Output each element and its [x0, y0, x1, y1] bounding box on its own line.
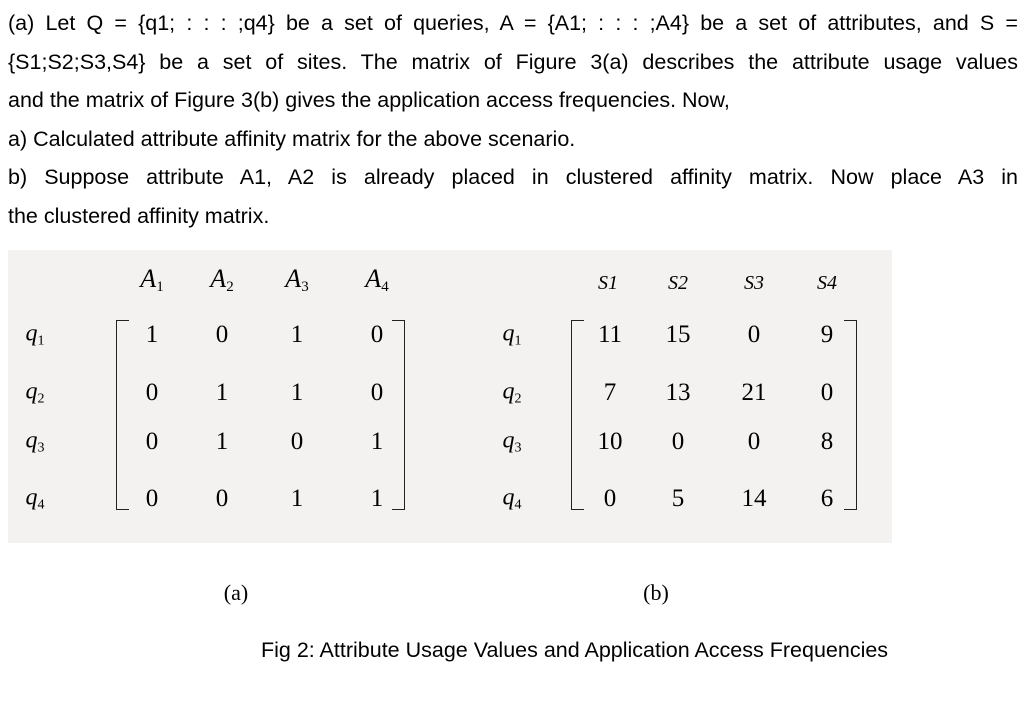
matrix-cell: 8 — [820, 428, 834, 455]
matrix-cell: 1 — [215, 379, 229, 406]
matrix-cell: 1 — [290, 321, 304, 348]
column-header: S3 — [744, 272, 764, 294]
matrix-cell: 0 — [370, 379, 384, 406]
matrix-cell: 0 — [145, 485, 159, 512]
question-line: b) Suppose attribute A1, A2 is already placed in clustered affinity matrix. Now place A3 in — [8, 165, 1018, 189]
question-text — [8, 4, 1018, 235]
question-line: the clustered affinity matrix. — [8, 203, 270, 228]
matrix-cell: 0 — [747, 428, 761, 455]
matrix-cell: 21 — [741, 379, 767, 406]
left-bracket — [571, 320, 584, 510]
matrix-cell: 5 — [671, 485, 685, 512]
column-header: $A_2$ — [210, 264, 234, 295]
matrix-cell: 0 — [671, 428, 685, 455]
matrix-cell: 0 — [145, 428, 159, 455]
question-line: and the matrix of Figure 3(b) gives the application access frequencies. Now, — [8, 88, 730, 112]
right-bracket — [392, 320, 405, 510]
left-bracket — [116, 320, 129, 510]
matrix-cell: 0 — [215, 321, 229, 348]
matrix-cell: 1 — [290, 379, 304, 406]
row-label: $q_2$ — [25, 378, 45, 407]
matrix-cell: 7 — [603, 379, 617, 406]
column-header: $A_1$ — [140, 264, 164, 295]
column-header: S1 — [598, 272, 618, 294]
matrix-cell: 0 — [290, 428, 304, 455]
matrix-cell: 1 — [370, 485, 384, 512]
matrix-cell: 0 — [747, 321, 761, 348]
column-header: $A_4$ — [365, 264, 389, 295]
matrix-cell: 15 — [665, 321, 691, 348]
matrix-cell: 1 — [145, 321, 159, 348]
row-label: $q_4$ — [502, 484, 522, 513]
question-line: {S1;S2;S3,S4} be a set of sites. The matrix of Figure 3(a) describes the attribute usage values — [8, 49, 1018, 74]
column-header: S4 — [817, 272, 837, 294]
row-label: $q_1$ — [25, 320, 45, 349]
subfigure-label-a: (a) — [223, 580, 249, 605]
question-line: (a) Let Q = {q1; : : : ;q4} be a set of queries, A = {A1; : : : ;A4} be a set of attributes, and S = — [8, 11, 1018, 35]
matrix-cell: 9 — [820, 321, 834, 348]
matrix-cell: 10 — [597, 428, 623, 455]
row-label: $q_3$ — [502, 427, 522, 456]
question-line: a) Calculated attribute affinity matrix for the above scenario. — [8, 126, 576, 151]
matrix-cell: 6 — [820, 485, 834, 512]
matrix-cell: 1 — [370, 428, 384, 455]
row-label: $q_4$ — [25, 484, 45, 513]
row-label: $q_1$ — [502, 320, 522, 349]
column-header: S2 — [668, 272, 688, 294]
matrix-cell: 1 — [290, 485, 304, 512]
row-label: $q_3$ — [25, 427, 45, 456]
matrix-cell: 0 — [820, 379, 834, 406]
matrix-cell: 0 — [215, 485, 229, 512]
row-label: $q_2$ — [502, 378, 522, 407]
figure-caption: Fig 2: Attribute Usage Values and Application Access Frequencies — [261, 638, 889, 662]
matrix-cell: 13 — [665, 379, 691, 406]
matrix-cell: 0 — [370, 321, 384, 348]
column-header: $A_3$ — [285, 264, 309, 295]
figure-image — [8, 250, 892, 543]
matrix-cell: 0 — [603, 485, 617, 512]
right-bracket — [844, 320, 857, 510]
matrix-cell: 14 — [741, 485, 767, 512]
subfigure-label-b: (b) — [643, 580, 669, 605]
matrix-cell: 0 — [145, 379, 159, 406]
matrix-cell: 11 — [597, 321, 623, 348]
matrix-cell: 1 — [215, 428, 229, 455]
